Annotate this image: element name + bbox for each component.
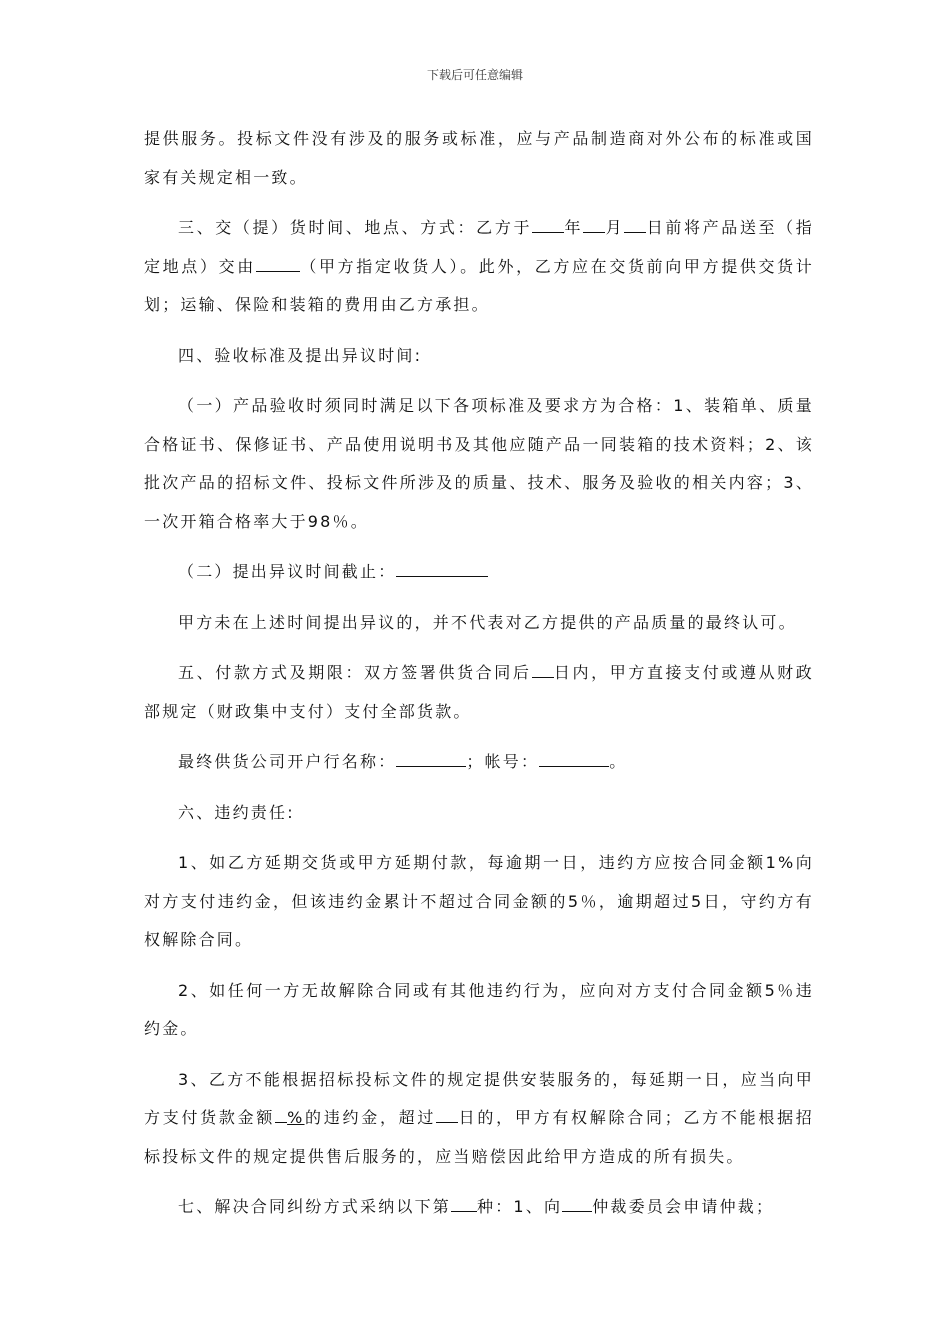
blank-receiver: [256, 255, 300, 272]
paragraph-objection-note: 甲方未在上述时间提出异议的，并不代表对乙方提供的产品质量的最终认可。: [178, 612, 797, 632]
paragraph-bank-account: 最终供货公司开户行名称： ；帐号： 。: [178, 752, 628, 771]
blank-arbitration-body: [562, 1195, 592, 1212]
section-heading-liability: 六、违约责任:: [178, 802, 295, 822]
paragraph-acceptance-criteria: （一）产品验收时须同时满足以下各项标准及要求方为合格：1、装箱单、质量合格证书、保修证书、产品使用说明书及其他应随产品一同装箱的技术资料；2、该批次产品的招标文件、投标文件所涉及的质量、技术、服务及验收的相关内容；3、一次开箱合格率大于98％。: [144, 396, 814, 531]
blank-penalty-percent: [275, 1106, 287, 1123]
paragraph-dispute-resolution: 七、解决合同纠纷方式采纳以下第 种：1、向 仲裁委员会申请仲裁；: [178, 1197, 775, 1216]
paragraph-liability-3: 3、乙方不能根据招标投标文件的规定提供安装服务的，每延期一日，应当向甲方支付货款金额 %的违约金，超过 日的，甲方有权解除合同；乙方不能根据招标投标文件的规定提供售后服务的，应当赔偿因此给甲方造成的所有损失。: [144, 1069, 814, 1166]
document-body: [144, 120, 814, 1239]
blank-account-number: [539, 750, 609, 767]
page-header: 下载后可任意编辑: [426, 68, 523, 82]
blank-deadline: [396, 560, 488, 577]
blank-year: [532, 216, 564, 233]
paragraph-service-standard: 提供服务。投标文件没有涉及的服务或标准，应与产品制造商对外公布的标准或国家有关规定相一致。: [144, 129, 814, 187]
paragraph-liability-1: 1、如乙方延期交货或甲方延期付款，每逾期一日，违约方应按合同金额1%向对方支付违约金，但该违约金累计不超过合同金额的5％，逾期超过5日，守约方有权解除合同。: [144, 853, 814, 949]
blank-option-number: [451, 1195, 477, 1212]
paragraph-objection-deadline: （二）提出异议时间截止：: [144, 553, 814, 592]
paragraph-payment: 五、付款方式及期限：双方签署供货合同后 日内，甲方直接支付或遵从财政部规定（财政集中支付）支付全部货款。: [144, 663, 814, 721]
blank-payment-days: [532, 661, 554, 678]
blank-penalty-days: [436, 1106, 458, 1123]
paragraph-delivery: 三、交（提）货时间、地点、方式：乙方于 年 月 日前将产品送至（指定地点）交由 （甲方指定收货人）。此外，乙方应在交货前向甲方提供交货计划；运输、保险和装箱的费用由乙方承担。: [144, 218, 814, 314]
paragraph-liability-2: 2、如任何一方无故解除合同或有其他违约行为，应向对方支付合同金额5％违约金。: [144, 980, 814, 1038]
blank-day: [624, 216, 646, 233]
blank-bank-name: [396, 750, 466, 767]
blank-month: [583, 216, 605, 233]
section-heading-acceptance: 四、验收标准及提出异议时间:: [178, 345, 423, 365]
